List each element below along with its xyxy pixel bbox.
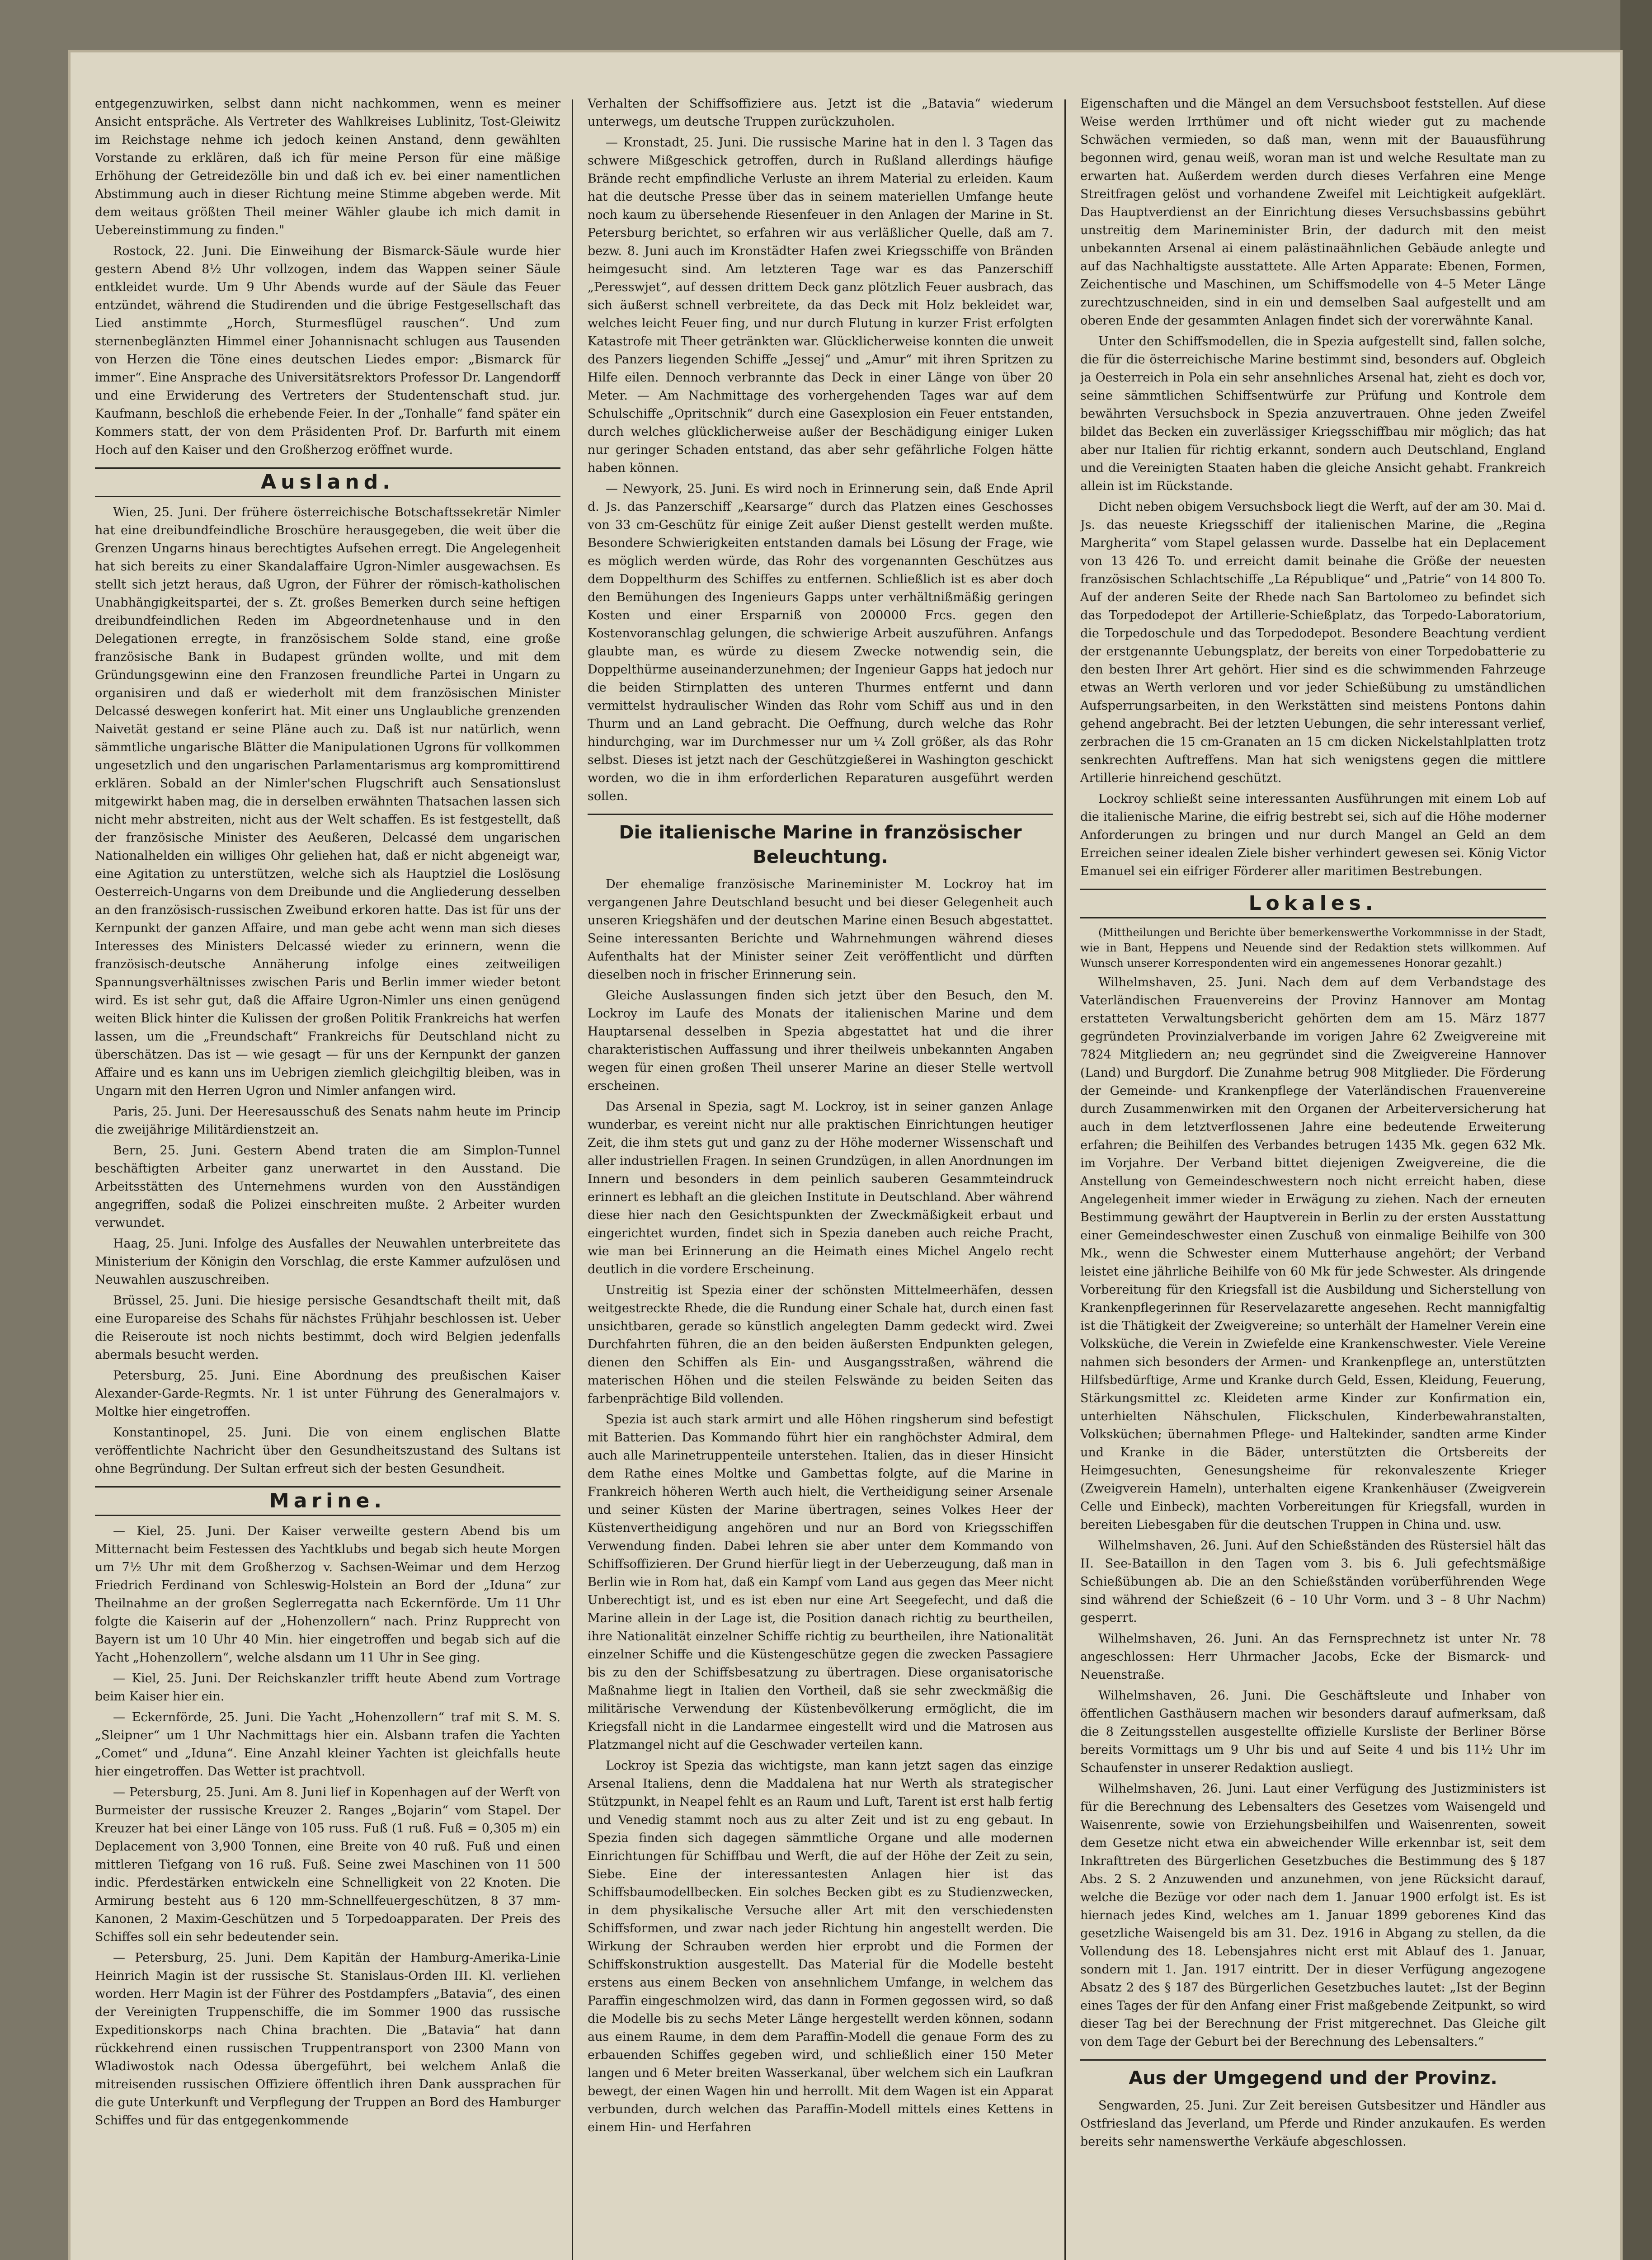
column-2 <box>588 95 1053 2260</box>
article-paragraph: Gleiche Auslassungen finden sich jetzt über den Besuch, den M. Lockroy im Laufe des Monats der italienischen Marine und dem Hauptarsenal desselben in Spezia abgestattet hat und die ihrer charakteristischen Auffassung und ihrer theilweis unbekannten Angaben wegen für einen großen Theil unserer Marine an dieser Stelle wertvoll erscheinen. <box>588 989 1053 1093</box>
section-heading-umgegend: Aus der Umgegend und der Provinz. <box>1080 2059 1546 2090</box>
section-heading-marine: Marine. <box>95 1486 560 1516</box>
article-paragraph: Unter den Schiffsmodellen, die in Spezia aufgestellt sind, fallen solche, die für die österreichische Marine bestimmt sind, besonders auf. Obgleich ja Oesterreich in Pola ein sehr ansehnliches Arsenal hat, zieht es doch vor, seine sämmtlichen Schiffsentwürfe zur Prüfung und Kontrole dem bewährten Versuchsbock in Spezia anzuvertrauen. Ohne jeden Zweifel bildet das Becken ein zuverlässiger Kriegsschiffbau mir möglich; das hat aber nur Italien für richtig erkannt, sondern auch Deutschland, England und die Vereinigten Staaten haben die gleiche Ansicht gehabt. Frankreich allein ist im Rückstande. <box>1080 334 1546 493</box>
section-heading-lokales: Lokales. <box>1080 889 1546 918</box>
article-paragraph: Brüssel, 25. Juni. Die hiesige persische Gesandtschaft theilt mit, daß eine Europareise des Schahs für nächstes Frühjahr beschlossen ist. Ueber die Reiseroute ist noch nichts bestimmt, doch wird Belgien jedenfalls abermals besucht werden. <box>95 1294 560 1362</box>
article-paragraph: Petersburg, 25. Juni. Eine Abordnung des preußischen Kaiser Alexander-Garde-Regmts. Nr. 1 ist unter Führung des Generalmajors v. Moltke hier eingetroffen. <box>95 1369 560 1419</box>
article-paragraph: — Kronstadt, 25. Juni. Die russische Marine hat in den l. 3 Tagen das schwere Mißgeschick getroffen, durch in Rußland allerdings häufige Brände recht empfindliche Verluste an ihrem Material zu erleiden. Kaum hat die deutsche Presse über das in seinem materiellen Umfange heute noch kaum zu übersehende Riesenfeuer in den Anlagen der Marine in St. Petersburg berichtet, so erfahren wir aus verläßlicher Quelle, daß am 7. bezw. 8. Juni auch im Kronstädter Hafen zwei Kriegsschiffe von Bränden heimgesucht sind. Am letzteren Tage war es das Panzerschiff „Peresswjet“, auf dessen drittem Deck ganz plötzlich Feuer ausbrach, das sich äußerst schnell verbreitete, da das Deck mit Holz bekleidet war, welches leicht Feuer fing, und nur durch Flutung in kurzer Frist erfolgten Katastrofe mit Theer getränkten war. Glücklicherweise konnten die unweit des Panzers liegenden Schiffe „Jessej“ und „Amur“ mit ihren Spritzen zu Hilfe eilen. Dennoch verbrannte das Deck in einer Länge von über 20 Meter. — Am Nachmittage des vorhergehenden Tages war auf dem Schulschiffe „Opritschnik“ durch eine Gasexplosion ein Feuer entstanden, durch welches glücklicherweise außer der Beschädigung einiger Luken nur geringer Schaden entstand, das aber sehr gefährliche Folgen hätte haben können. <box>588 136 1053 475</box>
article-paragraph: — Petersburg, 25. Juni. Dem Kapitän der Hamburg-Amerika-Linie Heinrich Magin ist der russische St. Stanislaus-Orden III. Kl. verliehen worden. Herr Magin ist der Führer des Postdampfers „Batavia“, des einen der Vereinigten Truppenschiffe, die im Sommer 1900 das russische Expeditionskorps nach China brachten. Die „Batavia“ hat dann rückkehrend einen russischen Truppentransport von 2300 Mann von Wladiwostok nach Odessa übergeführt, bei welchem Anlaß die mitreisenden russischen Offiziere öffentlich ihren Dank aussprachen für die gute Unterkunft und Verpflegung der Truppen an Bord des Hamburger Schiffes und für das entgegenkommende <box>95 1951 560 2128</box>
article-paragraph: Rostock, 22. Juni. Die Einweihung der Bismarck-Säule wurde hier gestern Abend 8½ Uhr vollzogen, indem das Wappen seiner Säule entkleidet wurde. Um 9 Uhr Abends wurde auf der Säule das Feuer entzündet, während die Studirenden und die übrige Festgesellschaft das Lied anstimmte „Horch, Sturmesflügel rauschen“. Und zum sternenbeglänzten Himmel einer Johannisnacht schlugen aus Tausenden von Herzen die Töne eines deutschen Liedes empor: „Bismarck für immer“. Eine Ansprache des Universitätsrektors Professor Dr. Langendorff und eine Erwiderung des Vertreters der Studentenschaft stud. jur. Kaufmann, beschloß die erhebende Feier. In der „Tonhalle“ fand später ein Kommers statt, der von dem Präsidenten Prof. Dr. Barfurth mit einem Hoch auf den Kaiser und den Großherzog eröffnet wurde. <box>95 244 560 457</box>
section-heading-ausland: Ausland. <box>95 467 560 497</box>
article-paragraph: Haag, 25. Juni. Infolge des Ausfalles der Neuwahlen unterbreitete das Ministerium der Königin den Vorschlag, die erste Kammer aufzulösen und Neuwahlen auszuschreiben. <box>95 1237 560 1287</box>
article-paragraph: Wilhelmshaven, 26. Juni. Laut einer Verfügung des Justizministers ist für die Berechnung des Lebensalters des Gesetzes vom Waisengeld und Waisenrente, sowie von Erziehungsbeihilfen und Waisenrenten, soweit dem Gesetze nicht etwa ein abweichender Wille erkennbar ist, seit dem Inkrafttreten des Bürgerlichen Gesetzbuches die Bestimmung des § 187 Abs. 2 S. 2 Anzuwenden und anzunehmen, von jene Rücksicht darauf, welche die Bezüge vor oder nach dem 1. Januar 1900 erfolgt ist. Es ist hiernach jedes Kind, welches am 1. Januar 1899 geborenes Kind das gesetzliche Waisengeld bis am 31. Dez. 1916 in Abgang zu stellen, da die Vollendung des 18. Lebensjahres nicht erst mit Ablauf des 1. Januar, sondern mit 1. Jan. 1917 eintritt. Der in dieser Verfügung angezogene Absatz 2 des § 187 des Bürgerlichen Gesetzbuches lautet: „Ist der Beginn eines Tages der für den Anfang einer Frist maßgebende Zeitpunkt, so wird dieser Tag bei der Berechnung der Frist mitgerechnet. Das Gleiche gilt von dem Tage der Geburt bei der Berechnung des Lebensalters.“ <box>1080 1782 1546 2049</box>
article-paragraph: Das Arsenal in Spezia, sagt M. Lockroy, ist in seiner ganzen Anlage wunderbar, es vereint nicht nur alle praktischen Einrichtungen heutiger Zeit, die ihm stets gut und ganz zu der Höhe moderner Wissenschaft und aller industriellen Fragen. In seinen Grundzügen, in allen Anordnungen im Innern und besonders in dem peinlich sauberen Gesammteindruck erinnert es lebhaft an die gleichen Institute in Deutschland. Aber während diese hier nach den Gesichtspunkten der Zweckmäßigkeit erbaut und eingerichtet wurden, findet sich in Spezia daneben auch reiche Pracht, wie man bei Erinnerung an die Heimath eines Michel Angelo recht deutlich in die vordere Erscheinung. <box>588 1100 1053 1276</box>
article-paragraph: Eigenschaften und die Mängel an dem Versuchsboot feststellen. Auf diese Weise werden Irrthümer und oft nicht wieder gut zu machende Schwächen vermieden, so daß man, wenn mit der Bauausführung begonnen wird, genau weiß, woran man ist und welche Resultate man zu erwarten hat. Außerdem werden durch dieses Verfahren eine Menge Streitfragen gelöst und vorhandene Zweifel mit Leichtigkeit aufgeklärt. Das Hauptverdienst an der Einrichtung dieses Versuchsbassins gebührt unstreitig dem Marineminister Brin, der dadurch mit den meist unbekannten Arsenal ai einem palästinaähnlichen Gebäude anlegte und auf das Nachhaltigste ausstattete. Alle Arten Apparate: Ebenen, Formen, Zeichentische und Maschinen, um Schiffsmodelle von 4–5 Meter Länge zurechtzuschneiden, sind in ein und demselben Saal aufgestellt und am oberen Ende der gesammten Anlagen findet sich der vorerwähnte Kanal. <box>1080 97 1546 328</box>
article-paragraph: Wilhelmshaven, 25. Juni. Nach dem auf dem Verbandstage des Vaterländischen Frauenvereins der Provinz Hannover am Montag erstatteten Verwaltungsbericht gehörten dem am 15. März 1877 gegründeten Provinzialverbande im vorigen Jahre 62 Zweigvereine mit 7824 Mitgliedern an; neu gegründet sind die Zweigvereine Hannover (Land) und Burgdorf. Die Zunahme betrug 908 Mitglieder. Die Förderung der Gemeinde- und Krankenpflege der Vaterländischen Frauenvereine durch Zusammenwirken mit den Organen der Arbeiterversicherung hat auch in dem letztverflossenen Jahre eine bedeutende Erweiterung erfahren; die Beihilfen des Verbandes betrugen 1435 Mk. gegen 632 Mk. im Vorjahre. Der Verband bittet diejenigen Zweigvereine, die die Anstellung von Gemeindeschwestern noch nicht erreicht haben, diese Angelegenheit immer wieder in Erwägung zu ziehen. Nach der erneuten Bestimmung gewährt der Hauptverein in Berlin zu der ersten Ausstattung einer Gemeindeschwester einen Zuschuß von einmalige Beihilfe von 300 Mk., wenn die Schwester einem Mutterhause angehört; der Verband leistet eine jährliche Beihilfe von 60 Mk für jede Schwester. Als dringende Vorbereitung für den Kriegsfall ist die Ausbildung und Sicherstellung von Krankenpflegerinnen für Reservelazarette angesehen. Recht mannigfaltig ist die Thätigkeit der Zweigvereine; so unterhält der Hamelner Verein eine Volksküche, die Verein in Zwiefelde eine Krankenschwester. Viele Vereine nahmen sich besonders der Armen- und Krankenpflege an, unterstützten Hilfsbedürftige, Arme und Kranke durch Geld, Essen, Kleidung, Feuerung, Stärkungsmittel zc. Kleideten arme Kinder zur Konfirmation ein, unterhielten Nähschulen, Flickschulen, Kinderbewahranstalten, Volksküchen; übernahmen Pflege- und Haltekinder, sandten arme Kinder und Kranke in die Bäder, unterstützten die Ortsbereits der Heimgesuchten, Genesungsheime für rekonvaleszente Krieger (Zweigverein Hameln), unterhalten eigene Krankenhäuser (Zweigverein Celle und Einbeck), machten Vorbereitungen für Kriegsfall, wurden in bereiten Liebesgaben für die deutschen Truppen in China und. usw. <box>1080 975 1546 1532</box>
article-paragraph: Bern, 25. Juni. Gestern Abend traten die am Simplon-Tunnel beschäftigten Arbeiter ganz unerwartet in den Ausstand. Die Arbeitsstätten des Unternehmens wurden von den Ausständigen angegriffen, sodaß die Polizei einschreiten mußte. 2 Arbeiter wurden verwundet. <box>95 1144 560 1230</box>
article-paragraph: Wilhelmshaven, 26. Juni. Auf den Schießständen des Rüstersiel hält das II. See-Bataillon in den Tagen vom 3. bis 6. Juli gefechtsmäßige Schießübungen ab. Die an den Schießständen vorüberführenden Wege sind während der Schießzeit (6 – 10 Uhr Vorm. und 3 – 8 Uhr Nachm) gesperrt. <box>1080 1539 1546 1625</box>
article-paragraph: Sengwarden, 25. Juni. Zur Zeit bereisen Gutsbesitzer und Händler aus Ostfriesland das Jeverland, um Pferde und Rinder anzukaufen. Es werden bereits sehr namenswerthe Verkäufe abgeschlossen. <box>1080 2099 1546 2149</box>
article-paragraph: — Eckernförde, 25. Juni. Die Yacht „Hohenzollern“ traf mit S. M. S. „Sleipner“ um 1 Uhr Nachmittags hier ein. Alsbann trafen die Yachten „Comet“ und „Iduna“. Eine Anzahl kleiner Yachten ist gleichfalls heute hier eingetroffen. Das Wetter ist prachtvoll. <box>95 1710 560 1779</box>
article-paragraph: — Petersburg, 25. Juni. Am 8. Juni lief in Kopenhagen auf der Werft von Burmeister der russische Kreuzer 2. Ranges „Bojarin“ vom Stapel. Der Kreuzer hat bei einer Länge von 105 russ. Fuß (1 ruß. Fuß = 0,305 m) ein Deplacement von 3,900 Tonnen, eine Breite von 40 ruß. Fuß und einen mittleren Tiefgang von 16 ruß. Fuß. Seine zwei Maschinen von 11 500 indic. Pferdestärken entwickeln eine Schnelligkeit von 22 Knoten. Die Armirung besteht aus 6 120 mm-Schnellfeuergeschützen, 8 37 mm-Kanonen, 2 Maxim-Geschützen und 5 Torpedoapparaten. Der Preis des Schiffes soll ein sehr bedeutender sein. <box>95 1785 560 1944</box>
column-divider <box>1064 99 1066 2260</box>
newspaper-page <box>68 50 1623 2260</box>
article-paragraph: Konstantinopel, 25. Juni. Die von einem englischen Blatte veröffentlichte Nachricht über den Gesundheitszustand des Sultans ist ohne Begründung. Der Sultan erfreut sich der besten Gesundheit. <box>95 1426 560 1476</box>
editorial-note: (Mittheilungen und Berichte über bemerkenswerthe Vorkommnisse in der Stadt, wie in Bant, Heppens und Neuende sind der Redaktion stets willkommen. Auf Wunsch unserer Korrespondenten wird ein angemessenes Honorar gezahlt.) <box>1080 926 1546 970</box>
article-paragraph: Der ehemalige französische Marineminister M. Lockroy hat im vergangenen Jahre Deutschland besucht und bei dieser Gelegenheit auch unseren Kriegshäfen und der deutschen Marine einen Besuch abgestattet. Seine interessanten Berichte und Wahrnehmungen während dieses Aufenthalts hat der Minister seiner Zeit veröffentlicht und dürften dieselben noch in frischer Erinnerung sein. <box>588 877 1053 982</box>
article-paragraph: Wilhelmshaven, 26. Juni. An das Fernsprechnetz ist unter Nr. 78 angeschlossen: Herr Uhrmacher Jacobs, Ecke der Bismarck- und Neuenstraße. <box>1080 1632 1546 1682</box>
article-paragraph: Paris, 25. Juni. Der Heeresausschuß des Senats nahm heute im Princip die zweijährige Militärdienstzeit an. <box>95 1105 560 1137</box>
page-edge <box>1620 0 1652 2260</box>
article-paragraph: Wien, 25. Juni. Der frühere österreichische Botschaftssekretär Nimler hat eine dreibundfeindliche Broschüre herausgegeben, die weit über die Grenzen Ungarns hinaus berechtigtes Aufsehen erregt. Die Angelegenheit hat sich bereits zu einer Skandalaffaire Ugron-Nimler ausgewachsen. Es stellt sich jetzt heraus, daß Ugron, der Führer der römisch-katholischen Unabhängigkeitspartei, der s. Zt. großes Bemerken durch seine heftigen dreibundfeindlichen Reden im Abgeordnetenhause und in den Delegationen erregte, in französischem Solde stand, eine große französische Bank in Budapest gründen wollte, und mit dem Gründungsgewinn eine den Franzosen freundliche Partei in Ungarn zu organisiren und daß er wiederholt mit dem französischen Minister Delcassé deswegen konferirt hat. Mit einer uns Unglaubliche grenzenden Naivetät gestand er seine Pläne auch zu. Daß ist nur natürlich, wenn sämmtliche ungarische Blätter die Manipulationen Ugrons für vollkommen ungesetzlich und den ungarischen Parlamentarismus arg kompromittirend erklären. Sobald an der Nimler'schen Flugschrift auch Sensationslust mitgewirkt haben mag, die in derselben erwähnten Thatsachen lassen sich nicht mehr abstreiten, nicht aus der Welt schaffen. Es ist festgestellt, daß der französische Minister des Aeußeren, Delcassé dem ungarischen Nationalhelden ein williges Ohr geliehen hat, daß er nicht abgeneigt war, eine Agitation zu unterstützen, welche sich als Hauptziel die Loslösung Oesterreich-Ungarns von dem Dreibunde und die Angliederung desselben an den französisch-russischen Zweibund erkoren hatte. Das ist für uns der Kernpunkt der ganzen Affaire, und man gebe acht wenn man sich dieses Interesses des Ministers Delcassé wieder zu erinnern, wenn die französisch-deutsche Annäherung infolge eines zeitweiligen Spannungsverhältnisses zwischen Paris und Berlin immer wieder betont wird. Es ist sehr gut, daß die Affaire Ugron-Nimler uns einen genügend weiten Blick hinter die Kulissen der großen Politik Frankreichs hat werfen lassen, um die „Freundschaft“ Frankreichs für Deutschland nicht zu überschätzen. Das ist — wie gesagt — für uns der Kernpunkt der ganzen Affaire und es kann uns im Uebrigen ziemlich gleichgiltig bleiben, was in Ungarn mit den Herren Ugron und Nimler anfangen wird. <box>95 505 560 1098</box>
article-paragraph: Spezia ist auch stark armirt und alle Höhen ringsherum sind befestigt mit Batterien. Das Kommando führt hier ein ranghöchster Admiral, dem auch alle Marinetruppenteile unterstehen. Italien, das in dieser Hinsicht dem Rathe eines Moltke und Gambettas folgte, auf die Marine in Frankreich höheren Werth auch hielt, die Vertheidigung seiner Arsenale und seiner Küsten der Marine übertragen, seines Volkes Heer der Küstenvertheidigung angehören und nur an Bord von Kriegsschiffen Verwendung finden. Dabei lehren sie aber unter dem Kommando von Schiffsoffizieren. Der Grund hierfür liegt in der Ueberzeugung, daß man in Berlin wie in Rom hat, daß ein Kampf vom Land aus gegen das Meer nicht Unberechtigt ist, und es ist eben nur eine Art Seegefecht, und daß die Marine allein in der Lage ist, die Position danach richtig zu beurtheilen, ihre Nationalität einzelner Schiffe richtig zu beurtheilen, ihre Nationalität einzelner Schiffe und die Küstengeschütze gegen die zwecken Passagiere bis zu den der Schiffsbesatzung zu übertragen. Diese organisatorische Maßnahme liegt in Italien den Vortheil, daß sie sehr zweckmäßig die militärische Verwendung der Küstenbevölkerung ermöglicht, die im Kriegsfall nicht in die Landarmee eingestellt wird und die Matrosen aus Platzmangel nicht auf die Geschwader verteilen kann. <box>588 1412 1053 1752</box>
column-divider <box>572 99 573 2260</box>
article-paragraph: entgegenzuwirken, selbst dann nicht nachkommen, wenn es meiner Ansicht entspräche. Als Vertreter des Wahlkreises Lublinitz, Tost-Gleiwitz im Reichstage nehme ich jedoch keinen Anstand, denn gewählten Vorstande zu erklären, daß ich für meine Person für eine mäßige Erhöhung der Getreidezölle bin und daß ich ev. bei einer namentlichen Abstimmung auch in dieser Richtung meine Stimme abgeben werde. Mit dem weitaus größten Theil meiner Wähler glaube ich mich damit in Uebereinstimmung zu finden." <box>95 97 560 237</box>
article-paragraph: Lockroy ist Spezia das wichtigste, man kann jetzt sagen das einzige Arsenal Italiens, denn die Maddalena hat nur Werth als strategischer Stützpunkt, in Neapel fehlt es an Raum und Luft, Tarent ist erst halb fertig und Venedig stammt noch aus zu alter Zeit und ist zu eng gebaut. In Spezia finden sich dagegen sämmtliche Organe und alle modernen Einrichtungen für Schiffbau und Werft, die auf der Höhe der Zeit zu sein, Siebe. Eine der interessantesten Anlagen hier ist das Schiffsbaumodellbecken. Ein solches Becken gibt es zu Studienzwecken, in dem physikalische Versuche aller Art mit den verschiedensten Schiffsformen, und zwar nach jeder Richtung hin angestellt werden. Die Wirkung der Schrauben werden hier erprobt und die Formen der Schiffskonstruktion ausgestellt. Das Material für die Modelle besteht erstens aus einem Becken von ansehnlichem Umfange, in welchem das Paraffin eingeschmolzen wird, das dann in Formen gegossen wird, so daß die Modelle bis zu sechs Meter Länge hergestellt werden können, sodann aus einem Raume, in dem dem Paraffin-Modell die genaue Form des zu erbauenden Schiffes gegeben wird, und schließlich einer 150 Meter langen und 6 Meter breiten Wasserkanal, über welchem sich ein Laufkran bewegt, der einen Wagen hin und herrollt. Mit dem Wagen ist ein Apparat verbunden, durch welchen das Paraffin-Modell mittels eines Kettens in einem Hin- und Herfahren <box>588 1759 1053 2134</box>
article-paragraph: — Kiel, 25. Juni. Der Reichskanzler trifft heute Abend zum Vortrage beim Kaiser hier ein. <box>95 1671 560 1704</box>
article-paragraph: Lockroy schließt seine interessanten Ausführungen mit einem Lob auf die italienische Marine, die eifrig bestrebt sei, sich auf die Höhe moderner Anforderungen zu bringen und nur durch Mangel an Geld an dem Erreichen seiner idealen Ziele bisher verhindert gewesen sei. König Victor Emanuel sei ein eifriger Förderer aller maritimen Bestrebungen. <box>1080 792 1546 878</box>
column-1 <box>95 95 560 2260</box>
article-paragraph: Unstreitig ist Spezia einer der schönsten Mittelmeerhäfen, dessen weitgestreckte Rhede, die die Rundung einer Schale hat, durch einen fast unsichtbaren, gerade so künstlich angelegten Damm gedeckt wird. Zwei Durchfahrten führen, die an den beiden äußersten Endpunkten gelegen, dienen den Schiffen als Ein- und Ausgangsstraßen, während die materischen Höhen und die steilen Felswände zu beiden Seiten das farbenprächtige Bild vollenden. <box>588 1283 1053 1406</box>
article-paragraph: — Newyork, 25. Juni. Es wird noch in Erinnerung sein, daß Ende April d. Js. das Panzerschiff „Kearsarge“ durch das Platzen eines Geschosses von 33 cm-Geschütz für einige Zeit außer Dienst gestellt werden mußte. Besondere Schwierigkeiten entstanden damals bei Lösung der Frage, wie es möglich werden würde, das Rohr des vorgenannten Geschützes aus dem Doppelthurm des Schiffes zu entfernen. Schließlich ist es aber doch den Bemühungen des Ingenieurs Gapps unter verhältnißmäßig geringen Kosten und einer Ersparniß von 200000 Frcs. gegen den Kostenvoranschlag gelungen, die schwierige Arbeit auszuführen. Anfangs glaubte man, es würde zu diesem Zwecke notwendig sein, die Doppelthürme auseinanderzunehmen; der Ingenieur Gapps hat jedoch nur die beiden Stirnplatten des unteren Thurmes entfernt und dann vermittelst hydraulischer Winden das Rohr vom Schiff aus und in den Thurm und an Land gebracht. Die Oeffnung, durch welche das Rohr hindurchging, war im Durchmesser nur um ¼ Zoll größer, als das Rohr selbst. Dieses ist jetzt nach der Geschützgießerei in Washington geschickt worden, wo die in ihm erforderlichen Reparaturen ausgeführt werden sollen. <box>588 482 1053 803</box>
column-3 <box>1080 95 1546 2260</box>
article-paragraph: — Kiel, 25. Juni. Der Kaiser verweilte gestern Abend bis um Mitternacht beim Festessen des Yachtklubs und begab sich heute Morgen um 7½ Uhr mit dem Großherzog v. Sachsen-Weimar und dem Herzog Friedrich Ferdinand von Schleswig-Holstein an Bord der „Iduna“ zur Theilnahme an der großen Seglerregatta nach Eckernförde. Um 11 Uhr folgte die Kaiserin auf der „Hohenzollern“ nach. Prinz Rupprecht von Bayern ist um 10 Uhr 40 Min. hier eingetroffen und begab sich auf die Yacht „Hohenzollern“, welche alsdann um 11 Uhr in See ging. <box>95 1524 560 1665</box>
article-paragraph: Dicht neben obigem Versuchsbock liegt die Werft, auf der am 30. Mai d. Js. das neueste Kriegsschiff der italienischen Marine, die „Regina Margherita“ vom Stapel gelassen wurde. Dasselbe hat ein Deplacement von 13 426 To. und erreicht damit beinahe die Größe der neuesten französischen Schlachtschiffe „La République“ und „Patrie“ von 14 800 To. Auf der anderen Seite der Rhede nach San Bartolomeo zu befindet sich das Torpedodepot der Artillerie-Schießplatz, das Torpedo-Laboratorium, die Torpedoschule und das Torpedodepot. Besondere Beachtung verdient der erstgenannte Uebungsplatz, der bereits von einer Torpedobatterie zu den besten Ihrer Art gehört. Hier sind es die schwimmenden Fahrzeuge etwas an Werth verloren und vor jeder Schießübung zu umständlichen Aufsperrungsarbeiten, in den Werkstätten sind meistens Pontons dahin gehend angebracht. Bei der letzten Uebungen, die sehr interessant verlief, zerbrachen die 15 cm-Granaten an 15 cm dicken Nickelstahlplatten trotz senkrechten Auftreffens. Man hat sich wenigstens gegen die mittlere Artillerie hinreichend geschützt. <box>1080 500 1546 785</box>
article-headline: Die italienische Marine in französischer Beleuchtung. <box>588 814 1053 869</box>
article-paragraph: Wilhelmshaven, 26. Juni. Die Geschäftsleute und Inhaber von öffentlichen Gasthäusern machen wir besonders darauf aufmerksam, daß die 8 Zeitungsstellen ausgestellte offizielle Kursliste der Berliner Börse bereits Vormittags um 9 Uhr bis und auf Seite 4 und bis 11½ Uhr im Schaufenster in unserer Redaktion ausliegt. <box>1080 1689 1546 1775</box>
article-paragraph: Verhalten der Schiffsoffiziere aus. Jetzt ist die „Batavia“ wiederum unterwegs, um deutsche Truppen zurückzuholen. <box>588 97 1053 129</box>
